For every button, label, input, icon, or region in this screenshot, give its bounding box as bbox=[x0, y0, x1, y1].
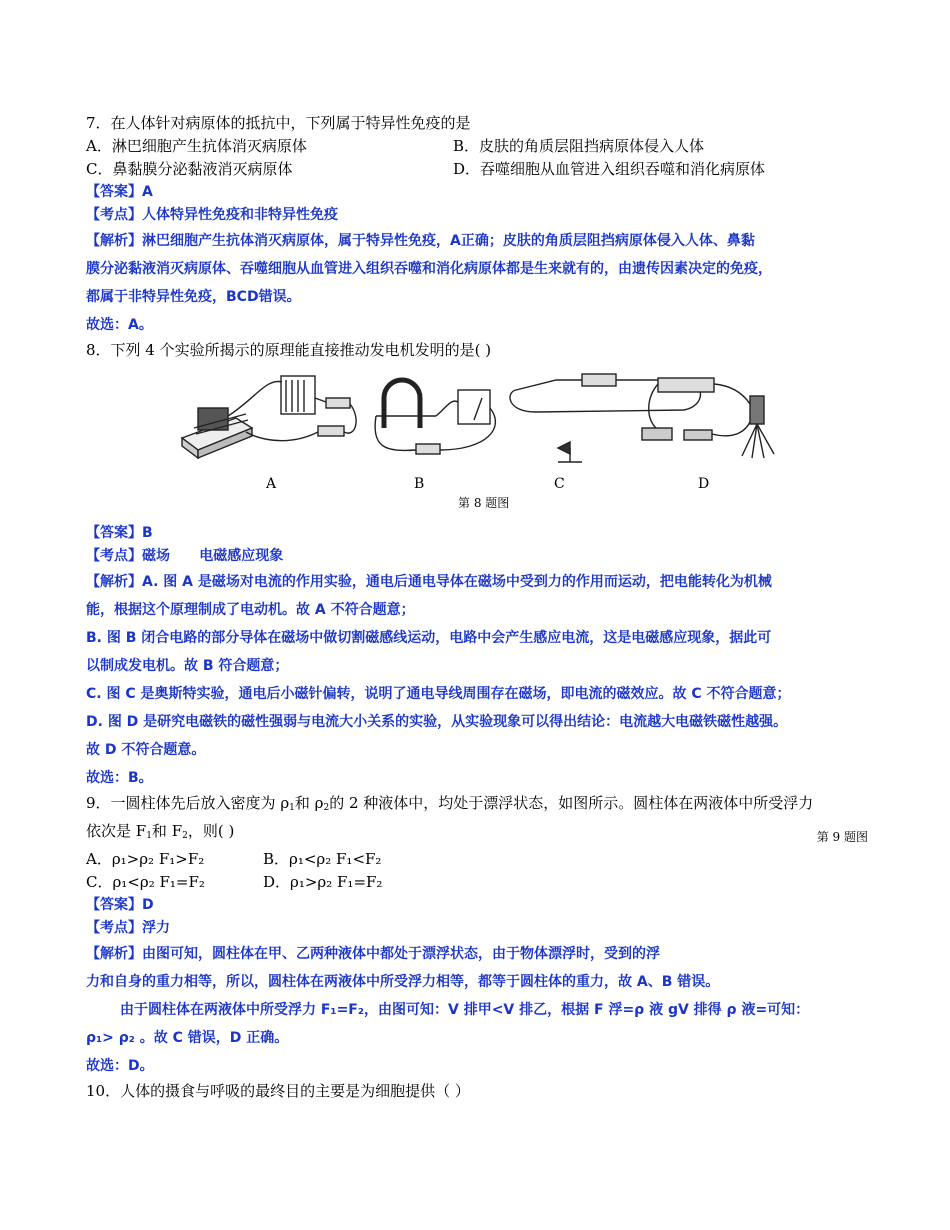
q8-analysis-d2: 故 D 不符合题意。 bbox=[86, 742, 206, 758]
q9-choice: 故选：D。 bbox=[86, 1058, 154, 1074]
q8-fig-caption: 第 8 题图 bbox=[458, 496, 510, 510]
q9-fig-caption: 第 9 题图 bbox=[816, 830, 868, 844]
q9-option-a: A．ρ₁>ρ₂ F₁>F₂ bbox=[86, 850, 205, 868]
q7-stem: 7．在人体针对病原体的抵抗中，下列属于特异性免疫的是 bbox=[86, 114, 471, 132]
q9-point: 【考点】浮力 bbox=[86, 920, 170, 936]
q8-analysis-a2: 能，根据这个原理制成了电动机。故 A 不符合题意； bbox=[86, 602, 415, 618]
q8-point: 【考点】磁场 电磁感应现象 bbox=[86, 548, 284, 564]
q8-analysis-a1: 【解析】A. 图 A 是磁场对电流的作用实验，通电后通电导体在磁场中受到力的作用而运动，把电能转化为机械 bbox=[86, 574, 772, 590]
fig-b-apparatus bbox=[375, 380, 495, 454]
q8-analysis-b2: 以制成发电机。故 B 符合题意； bbox=[86, 658, 289, 674]
q8-figure-drawing bbox=[86, 368, 876, 508]
fig-a-apparatus bbox=[182, 376, 356, 458]
q7-option-b: B．皮肤的角质层阻挡病原体侵入人体 bbox=[453, 137, 705, 155]
q7-point: 【考点】人体特异性免疫和非特异性免疫 bbox=[86, 207, 338, 223]
q9-stem-line2: 依次是 $F_1$和 $F_2$，则( ) 第 9 题图 bbox=[86, 820, 876, 848]
q9-options-row1 bbox=[86, 848, 876, 871]
q9-option-c: C．ρ₁<ρ₂ F₁=F₂ bbox=[86, 873, 205, 891]
q9-analysis-line4: ρ₁> ρ₂ 。故 C 错误，D 正确。 bbox=[86, 1030, 289, 1046]
q8-analysis-b1: B. 图 B 闭合电路的部分导体在磁场中做切割磁感线运动，电路中会产生感应电流，这是电磁感应现象，据此可 bbox=[86, 630, 772, 646]
q8-choice: 故选：B。 bbox=[86, 770, 153, 786]
q8-figure bbox=[86, 368, 876, 508]
q7-options-row1 bbox=[86, 135, 876, 158]
document-page bbox=[86, 112, 876, 1103]
q7-option-a: A．淋巴细胞产生抗体消灭病原体 bbox=[86, 137, 307, 155]
q9-option-b: B．ρ₁<ρ₂ F₁<F₂ bbox=[263, 850, 382, 868]
q8-analysis-d1: D. 图 D 是研究电磁铁的磁性强弱与电流大小关系的实验，从实验现象可以得出结论：电流越大电磁铁磁性越强。 bbox=[86, 714, 788, 730]
q7-answer: 【答案】A bbox=[86, 184, 153, 200]
q8-fig-label-a: A bbox=[266, 476, 277, 492]
q9-analysis-line2: 力和自身的重力相等，所以，圆柱体在两液体中所受浮力相等，都等于圆柱体的重力，故 A、B 错误。 bbox=[86, 974, 720, 990]
q8-fig-label-b: B bbox=[414, 476, 425, 492]
q7-options-row2 bbox=[86, 158, 876, 181]
q9-analysis-line1: 【解析】由图可知，圆柱体在甲、乙两种液体中都处于漂浮状态，由于物体漂浮时，受到的浮 bbox=[86, 946, 660, 962]
q8-answer: 【答案】B bbox=[86, 525, 153, 541]
q9-option-d: D．ρ₁>ρ₂ F₁=F₂ bbox=[263, 873, 383, 891]
q8-fig-label-d: D bbox=[698, 476, 710, 492]
q7-option-d: D．吞噬细胞从血管进入组织吞噬和消化病原体 bbox=[453, 160, 766, 178]
q7-analysis-line2: 膜分泌黏液消灭病原体、吞噬细胞从血管进入组织吞噬和消化病原体都是生来就有的，由遗传因素决定的免疫， bbox=[86, 261, 772, 277]
fig-d-apparatus bbox=[642, 378, 774, 458]
q10-stem: 10．人体的摄食与呼吸的最终目的主要是为细胞提供（ ） bbox=[86, 1082, 470, 1100]
q7-choice: 故选：A。 bbox=[86, 317, 153, 333]
q7-analysis-line3: 都属于非特异性免疫，BCD错误。 bbox=[86, 289, 301, 305]
q7-analysis-line1: 【解析】淋巴细胞产生抗体消灭病原体，属于特异性免疫，A正确；皮肤的角质层阻挡病原体侵入人体、鼻黏 bbox=[86, 233, 755, 249]
q9-stem-line1: 9．一圆柱体先后放入密度为 $\rho_1$和 $\rho_2$的 2 种液体中，均处于漂浮状态，如图所示。圆柱体在两液体中所受浮力 bbox=[86, 794, 814, 813]
q8-stem: 8．下列 4 个实验所揭示的原理能直接推动发电机发明的是( ) bbox=[86, 341, 492, 359]
q7-option-c: C．鼻黏膜分泌黏液消灭病原体 bbox=[86, 160, 293, 178]
q8-fig-label-c: C bbox=[554, 476, 565, 492]
q9-options-row2 bbox=[86, 871, 876, 894]
q8-analysis-c1: C. 图 C 是奥斯特实验，通电后小磁针偏转，说明了通电导线周围存在磁场，即电流的磁效应。故 C 不符合题意； bbox=[86, 686, 791, 702]
q9-answer: 【答案】D bbox=[86, 897, 154, 913]
q9-analysis-line3: 由于圆柱体在两液体中所受浮力 F₁=F₂，由图可知：V 排甲<V 排乙，根据 F 浮=ρ 液 gV 排得 ρ 液=可知： bbox=[120, 1002, 810, 1018]
